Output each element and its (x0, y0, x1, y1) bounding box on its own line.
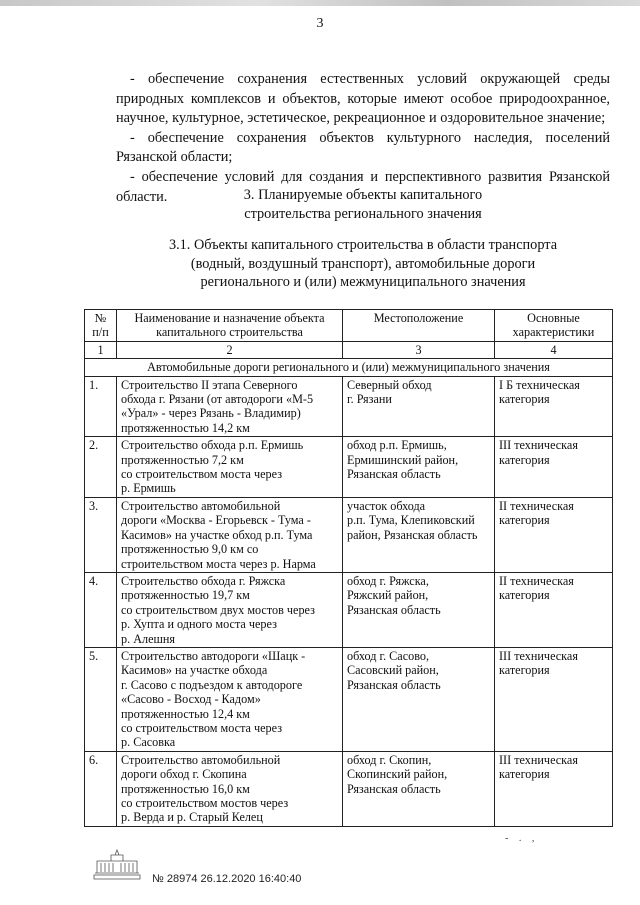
table-row (85, 376, 613, 437)
header-name (117, 310, 343, 342)
row-characteristics (495, 572, 613, 647)
index-cell: 2 (117, 341, 343, 358)
row-characteristics-line: I Б техническая (499, 377, 580, 392)
objects-table (84, 309, 613, 827)
row-location-line: обход г. Ряжска, (347, 573, 429, 588)
row-location-line: Сасовский район, (347, 663, 439, 678)
row-characteristics (495, 751, 613, 826)
row-name-line: р. Сасовка (121, 735, 176, 750)
section-title-line: 3. Планируемые объекты капитального (243, 187, 483, 203)
row-characteristics (495, 437, 613, 498)
row-name-line: «Урал» - через Рязань - Владимир) (121, 406, 301, 421)
row-name (117, 572, 343, 647)
row-name-line: р. Алешня (121, 631, 175, 646)
table-row (85, 497, 613, 572)
header-location-line: Местоположение (373, 311, 464, 325)
header-name-line: капитального строительства (156, 325, 303, 340)
row-location-line: Ряжский район, (347, 588, 429, 603)
row-characteristics-line: III техническая (499, 648, 578, 663)
row-name-line: протяженностью 14,2 км (121, 420, 250, 435)
row-characteristics-line: категория (499, 513, 550, 528)
row-name-line: Строительство автомобильной (121, 498, 281, 513)
table-index-row (85, 341, 613, 358)
scan-top-edge (0, 0, 640, 6)
row-name-line: дороги «Москва - Егорьевск - Тума - (121, 513, 311, 528)
row-characteristics-line: III техническая (499, 438, 578, 453)
index-cell: 3 (343, 341, 495, 358)
row-name-line: р. Хупта и одного моста через (121, 617, 277, 632)
row-characteristics-line: II техническая (499, 498, 574, 513)
header-num (85, 310, 117, 342)
row-characteristics-line: категория (499, 392, 550, 407)
row-characteristics-line: категория (499, 588, 550, 603)
row-location (343, 437, 495, 498)
subsection-title-line: 3.1. Объекты капитального строительства в области транспорта (168, 237, 558, 253)
header-name-line: Наименование и назначение объекта (134, 311, 325, 325)
row-characteristics-line: III техническая (499, 752, 578, 767)
row-name-line: Касимов» на участке обход р.п. Тума (121, 527, 313, 542)
table-row (85, 751, 613, 826)
row-name-line: Строительство автодороги «Шацк - (121, 648, 306, 663)
row-location (343, 497, 495, 572)
row-location (343, 751, 495, 826)
table-row (85, 572, 613, 647)
row-location-line: район, Рязанская область (347, 527, 478, 542)
subsection-title (116, 236, 610, 292)
row-name-line: р. Ермишь (121, 481, 176, 496)
row-location-line: Ермишинский район, (347, 452, 459, 467)
page-number: 3 (316, 16, 324, 31)
header-location (343, 310, 495, 342)
row-location (343, 376, 495, 437)
row-location-line: обход г. Сасово, (347, 648, 430, 663)
row-name-line: протяженностью 12,4 км (121, 706, 250, 721)
row-location-line: участок обхода (347, 498, 426, 513)
row-location (343, 572, 495, 647)
row-name-line: со строительством мостов через (121, 796, 289, 810)
table-body (85, 376, 613, 826)
row-name-line: обхода г. Рязани (от автодороги «М-5 (121, 392, 314, 407)
row-characteristics-line: категория (499, 767, 550, 782)
row-name-line: со строительством моста через (121, 720, 283, 735)
row-name-line: Строительство автомобильной (121, 752, 281, 767)
row-name (117, 647, 343, 751)
row-characteristics-line: категория (499, 452, 550, 467)
row-name (117, 437, 343, 498)
row-number: 2. (85, 437, 117, 498)
intro-paragraph-3: - обеспечение условий для создания и перспективного развития Рязанской области. (116, 168, 610, 205)
row-name-line: «Сасово - Восход - Кадом» (121, 692, 261, 707)
index-cell: 4 (495, 341, 613, 358)
row-location-line: Рязанская область (347, 602, 441, 617)
table-header-row (85, 310, 613, 342)
row-name-line: г. Сасово с подъездом к автодороге (121, 677, 303, 692)
section-title-line: строительства регионального значения (244, 206, 482, 222)
row-name-line: протяженностью 9,0 км со (121, 542, 259, 557)
registration-stamp: № 28974 26.12.2020 16:40:40 (152, 873, 302, 885)
header-characteristics-line: Основные (527, 311, 580, 325)
header-num-line: № (94, 311, 107, 325)
section-title (116, 186, 610, 224)
row-location-line: р.п. Тума, Клепиковский (347, 513, 475, 528)
table-row (85, 437, 613, 498)
row-name-line: со строительством двух мостов через (121, 602, 315, 617)
row-characteristics (495, 647, 613, 751)
row-location-line: Скопинский район, (347, 767, 448, 782)
row-location-line: Рязанская область (347, 467, 441, 482)
row-name-line: р. Верда и р. Старый Келец (121, 810, 263, 825)
row-name-line: Строительство обхода г. Ряжска (121, 573, 286, 588)
table-group-row (85, 359, 613, 376)
subsection-title-line: регионального и (или) межмуниципального значения (200, 274, 526, 290)
intro-paragraph-1: - обеспечение сохранения естественных условий окружающей среды природных комплексов и объектов, которые имеют особое природоохранное, научное, культурное, эстетическое, рекреационное и оздоровительное значение; (116, 71, 610, 127)
header-characteristics (495, 310, 613, 342)
row-name-line: строительством моста через р. Нарма (121, 556, 316, 571)
row-characteristics-line: II техническая (499, 573, 574, 588)
table-row (85, 647, 613, 751)
row-name (117, 376, 343, 437)
row-number: 3. (85, 497, 117, 572)
row-name-line: протяженностью 7,2 км (121, 452, 244, 467)
row-location-line: г. Рязани (347, 392, 392, 407)
row-location-line: обход р.п. Ермишь, (347, 438, 447, 453)
row-name-line: протяженностью 16,0 км (121, 781, 250, 796)
row-number: 6. (85, 751, 117, 826)
index-cell: 1 (85, 341, 117, 358)
row-characteristics (495, 497, 613, 572)
row-location-line: обход г. Скопин, (347, 752, 432, 767)
row-number: 4. (85, 572, 117, 647)
row-name (117, 497, 343, 572)
header-characteristics-line: характеристики (512, 325, 595, 340)
government-building-logo (91, 847, 143, 881)
row-name-line: со строительством моста через (121, 467, 283, 482)
row-location-line: Северный обход (347, 377, 432, 392)
row-name-line: Касимов» на участке обхода (121, 663, 268, 678)
row-location-line: Рязанская область (347, 781, 441, 796)
row-name-line: протяженностью 19,7 км (121, 588, 250, 603)
row-name-line: дороги обход г. Скопина (121, 767, 247, 782)
row-number: 5. (85, 647, 117, 751)
row-name-line: Строительство II этапа Северного (121, 377, 298, 392)
row-name (117, 751, 343, 826)
row-characteristics (495, 376, 613, 437)
group-title: Автомобильные дороги регионального и (или) межмуниципального значения (85, 359, 613, 376)
row-location (343, 647, 495, 751)
header-num-line: п/п (92, 325, 109, 340)
subsection-title-line: (водный, воздушный транспорт), автомобильные дороги (190, 255, 536, 272)
row-name-line: Строительство обхода р.п. Ермишь (121, 438, 304, 453)
row-location-line: Рязанская область (347, 677, 441, 692)
row-characteristics-line: категория (499, 663, 550, 678)
intro-paragraph-2: - обеспечение сохранения объектов культурного наследия, поселений Рязанской области; (116, 129, 610, 166)
scan-margin-marks: - . , (505, 833, 539, 844)
row-number: 1. (85, 376, 117, 437)
